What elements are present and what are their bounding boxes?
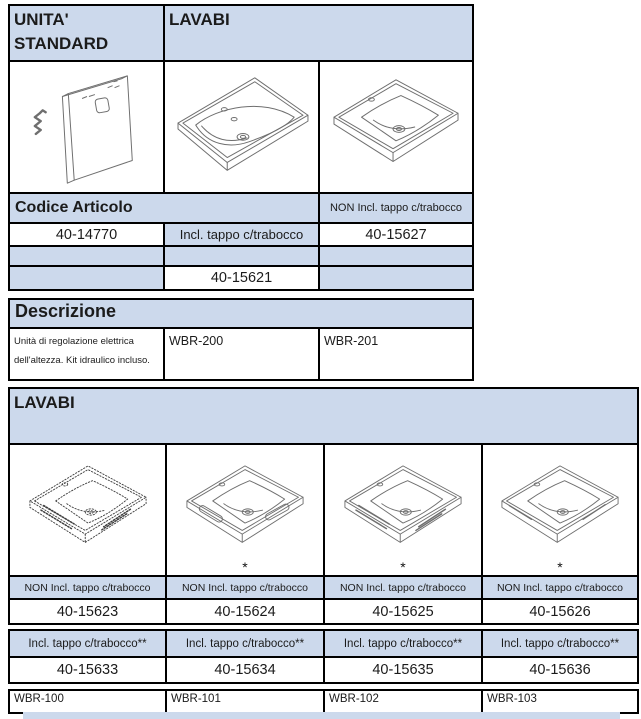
code-40-15624: 40-15624 bbox=[166, 599, 324, 624]
code-40-15626: 40-15626 bbox=[482, 599, 638, 624]
code-40-15621: 40-15621 bbox=[164, 266, 319, 290]
code-40-15636: 40-15636 bbox=[482, 657, 638, 683]
description-text bbox=[9, 328, 164, 380]
incl-label-2: Incl. tappo c/trabocco** bbox=[166, 630, 324, 657]
washbasin-square-drawing bbox=[321, 66, 471, 192]
incl-tappo-label: Incl. tappo c/trabocco bbox=[164, 223, 319, 246]
code-40-15625: 40-15625 bbox=[324, 599, 482, 624]
code-40-15634: 40-15634 bbox=[166, 657, 324, 683]
washbasin-handle-slots-drawing bbox=[170, 453, 320, 571]
non-incl-label-1: NON Incl. tappo c/trabocco bbox=[9, 576, 166, 599]
description-line-2: dell'altezza. Kit idraulico incluso. bbox=[14, 355, 150, 366]
incl-tappo-table bbox=[8, 629, 639, 684]
wbr-models-table bbox=[8, 689, 639, 714]
lavabi-table bbox=[8, 387, 639, 625]
asterisk-marker: * bbox=[400, 559, 406, 575]
image-cell-washbasin-rails bbox=[324, 444, 482, 576]
code-40-15623: 40-15623 bbox=[9, 599, 166, 624]
image-cell-washbasin-slots bbox=[166, 444, 324, 576]
description-line-1: Unità di regolazione elettrica bbox=[14, 336, 134, 347]
unit-standard-header: UNITA' STANDARD bbox=[9, 5, 164, 61]
incl-label-3: Incl. tappo c/trabocco** bbox=[324, 630, 482, 657]
image-cell-washbasin-square bbox=[319, 61, 473, 193]
height-adjust-unit-drawing bbox=[12, 66, 162, 192]
image-cell-height-adjust-unit bbox=[9, 61, 164, 193]
descrizione-header: Descrizione bbox=[9, 299, 473, 328]
codice-articolo-header: Codice Articolo bbox=[9, 193, 319, 223]
model-wbr-100: WBR-100 bbox=[9, 690, 166, 713]
washbasin-rails-sketch-drawing bbox=[13, 453, 163, 571]
washbasin-plain-drawing bbox=[485, 453, 635, 571]
non-incl-label-3: NON Incl. tappo c/trabocco bbox=[324, 576, 482, 599]
empty-cell bbox=[9, 266, 164, 290]
empty-cell bbox=[164, 246, 319, 266]
image-cell-washbasin-sketch bbox=[9, 444, 166, 576]
code-40-15633: 40-15633 bbox=[9, 657, 166, 683]
asterisk-marker: * bbox=[557, 559, 563, 575]
next-table-partial-strip bbox=[23, 712, 620, 719]
model-wbr-102: WBR-102 bbox=[324, 690, 482, 713]
non-incl-label-4: NON Incl. tappo c/trabocco bbox=[482, 576, 638, 599]
model-wbr-200: WBR-200 bbox=[164, 328, 319, 380]
non-incl-header: NON Incl. tappo c/trabocco bbox=[319, 193, 473, 223]
image-cell-washbasin-wide bbox=[164, 61, 319, 193]
code-40-15627: 40-15627 bbox=[319, 223, 473, 246]
incl-label-1: Incl. tappo c/trabocco** bbox=[9, 630, 166, 657]
code-40-15635: 40-15635 bbox=[324, 657, 482, 683]
model-wbr-103: WBR-103 bbox=[482, 690, 638, 713]
unit-standard-table bbox=[8, 4, 474, 291]
asterisk-marker: * bbox=[242, 559, 248, 575]
code-40-14770: 40-14770 bbox=[9, 223, 164, 246]
lavabi-table-header: LAVABI bbox=[9, 388, 638, 444]
empty-cell bbox=[319, 266, 473, 290]
model-wbr-201: WBR-201 bbox=[319, 328, 473, 380]
incl-label-4: Incl. tappo c/trabocco** bbox=[482, 630, 638, 657]
descrizione-table bbox=[8, 298, 474, 381]
image-cell-washbasin-plain bbox=[482, 444, 638, 576]
non-incl-label-2: NON Incl. tappo c/trabocco bbox=[166, 576, 324, 599]
empty-cell bbox=[319, 246, 473, 266]
model-wbr-101: WBR-101 bbox=[166, 690, 324, 713]
washbasin-towel-rails-drawing bbox=[328, 453, 478, 571]
empty-cell bbox=[9, 246, 164, 266]
lavabi-header: LAVABI bbox=[164, 5, 473, 61]
washbasin-wide-drawing bbox=[167, 66, 317, 192]
